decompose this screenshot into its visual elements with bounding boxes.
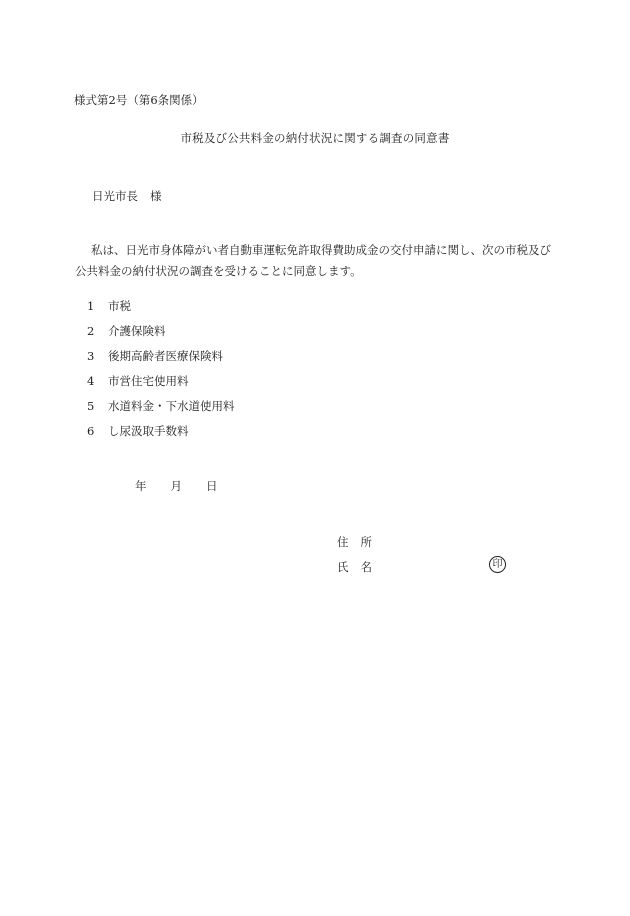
addressee-name: 日光市長 — [92, 189, 138, 203]
item-label: 市営住宅使用料 — [108, 374, 189, 388]
date-day-label: 日 — [206, 479, 218, 493]
date-year-label: 年 — [135, 479, 147, 493]
item-label: 後期高齢者医療保険料 — [108, 349, 223, 363]
item-label: 水道料金・下水道使用料 — [108, 399, 235, 413]
item-label: 市税 — [108, 299, 131, 313]
list-item — [87, 348, 235, 373]
list-item — [87, 323, 235, 348]
seal-mark: 印 — [489, 556, 506, 573]
list-item — [87, 398, 235, 423]
form-number: 様式第2号（第6条関係） — [74, 93, 204, 107]
list-item — [87, 423, 235, 448]
consent-statement: 私は、日光市身体障がい者自動車運転免許取得費助成金の交付申請に関し、次の市税及び公共料金の納付状況の調査を受けることに同意します。 — [75, 243, 551, 278]
item-number: 6 — [87, 424, 95, 438]
list-item — [87, 298, 235, 323]
addressee-honorific: 様 — [150, 189, 162, 203]
addressee — [92, 188, 162, 204]
item-label: 介護保険料 — [108, 324, 166, 338]
item-number: 1 — [87, 299, 95, 313]
item-number: 4 — [87, 374, 95, 388]
date-line — [135, 478, 218, 494]
list-item — [87, 373, 235, 398]
item-number: 2 — [87, 324, 95, 338]
address-label: 住 所 — [337, 535, 372, 549]
name-label: 氏 名 — [337, 560, 372, 574]
item-number: 5 — [87, 399, 95, 413]
item-number: 3 — [87, 349, 95, 363]
document-title: 市税及び公共料金の納付状況に関する調査の同意書 — [180, 131, 450, 145]
consent-item-list — [87, 298, 235, 448]
item-label: し尿汲取手数料 — [108, 424, 189, 438]
date-month-label: 月 — [170, 479, 182, 493]
